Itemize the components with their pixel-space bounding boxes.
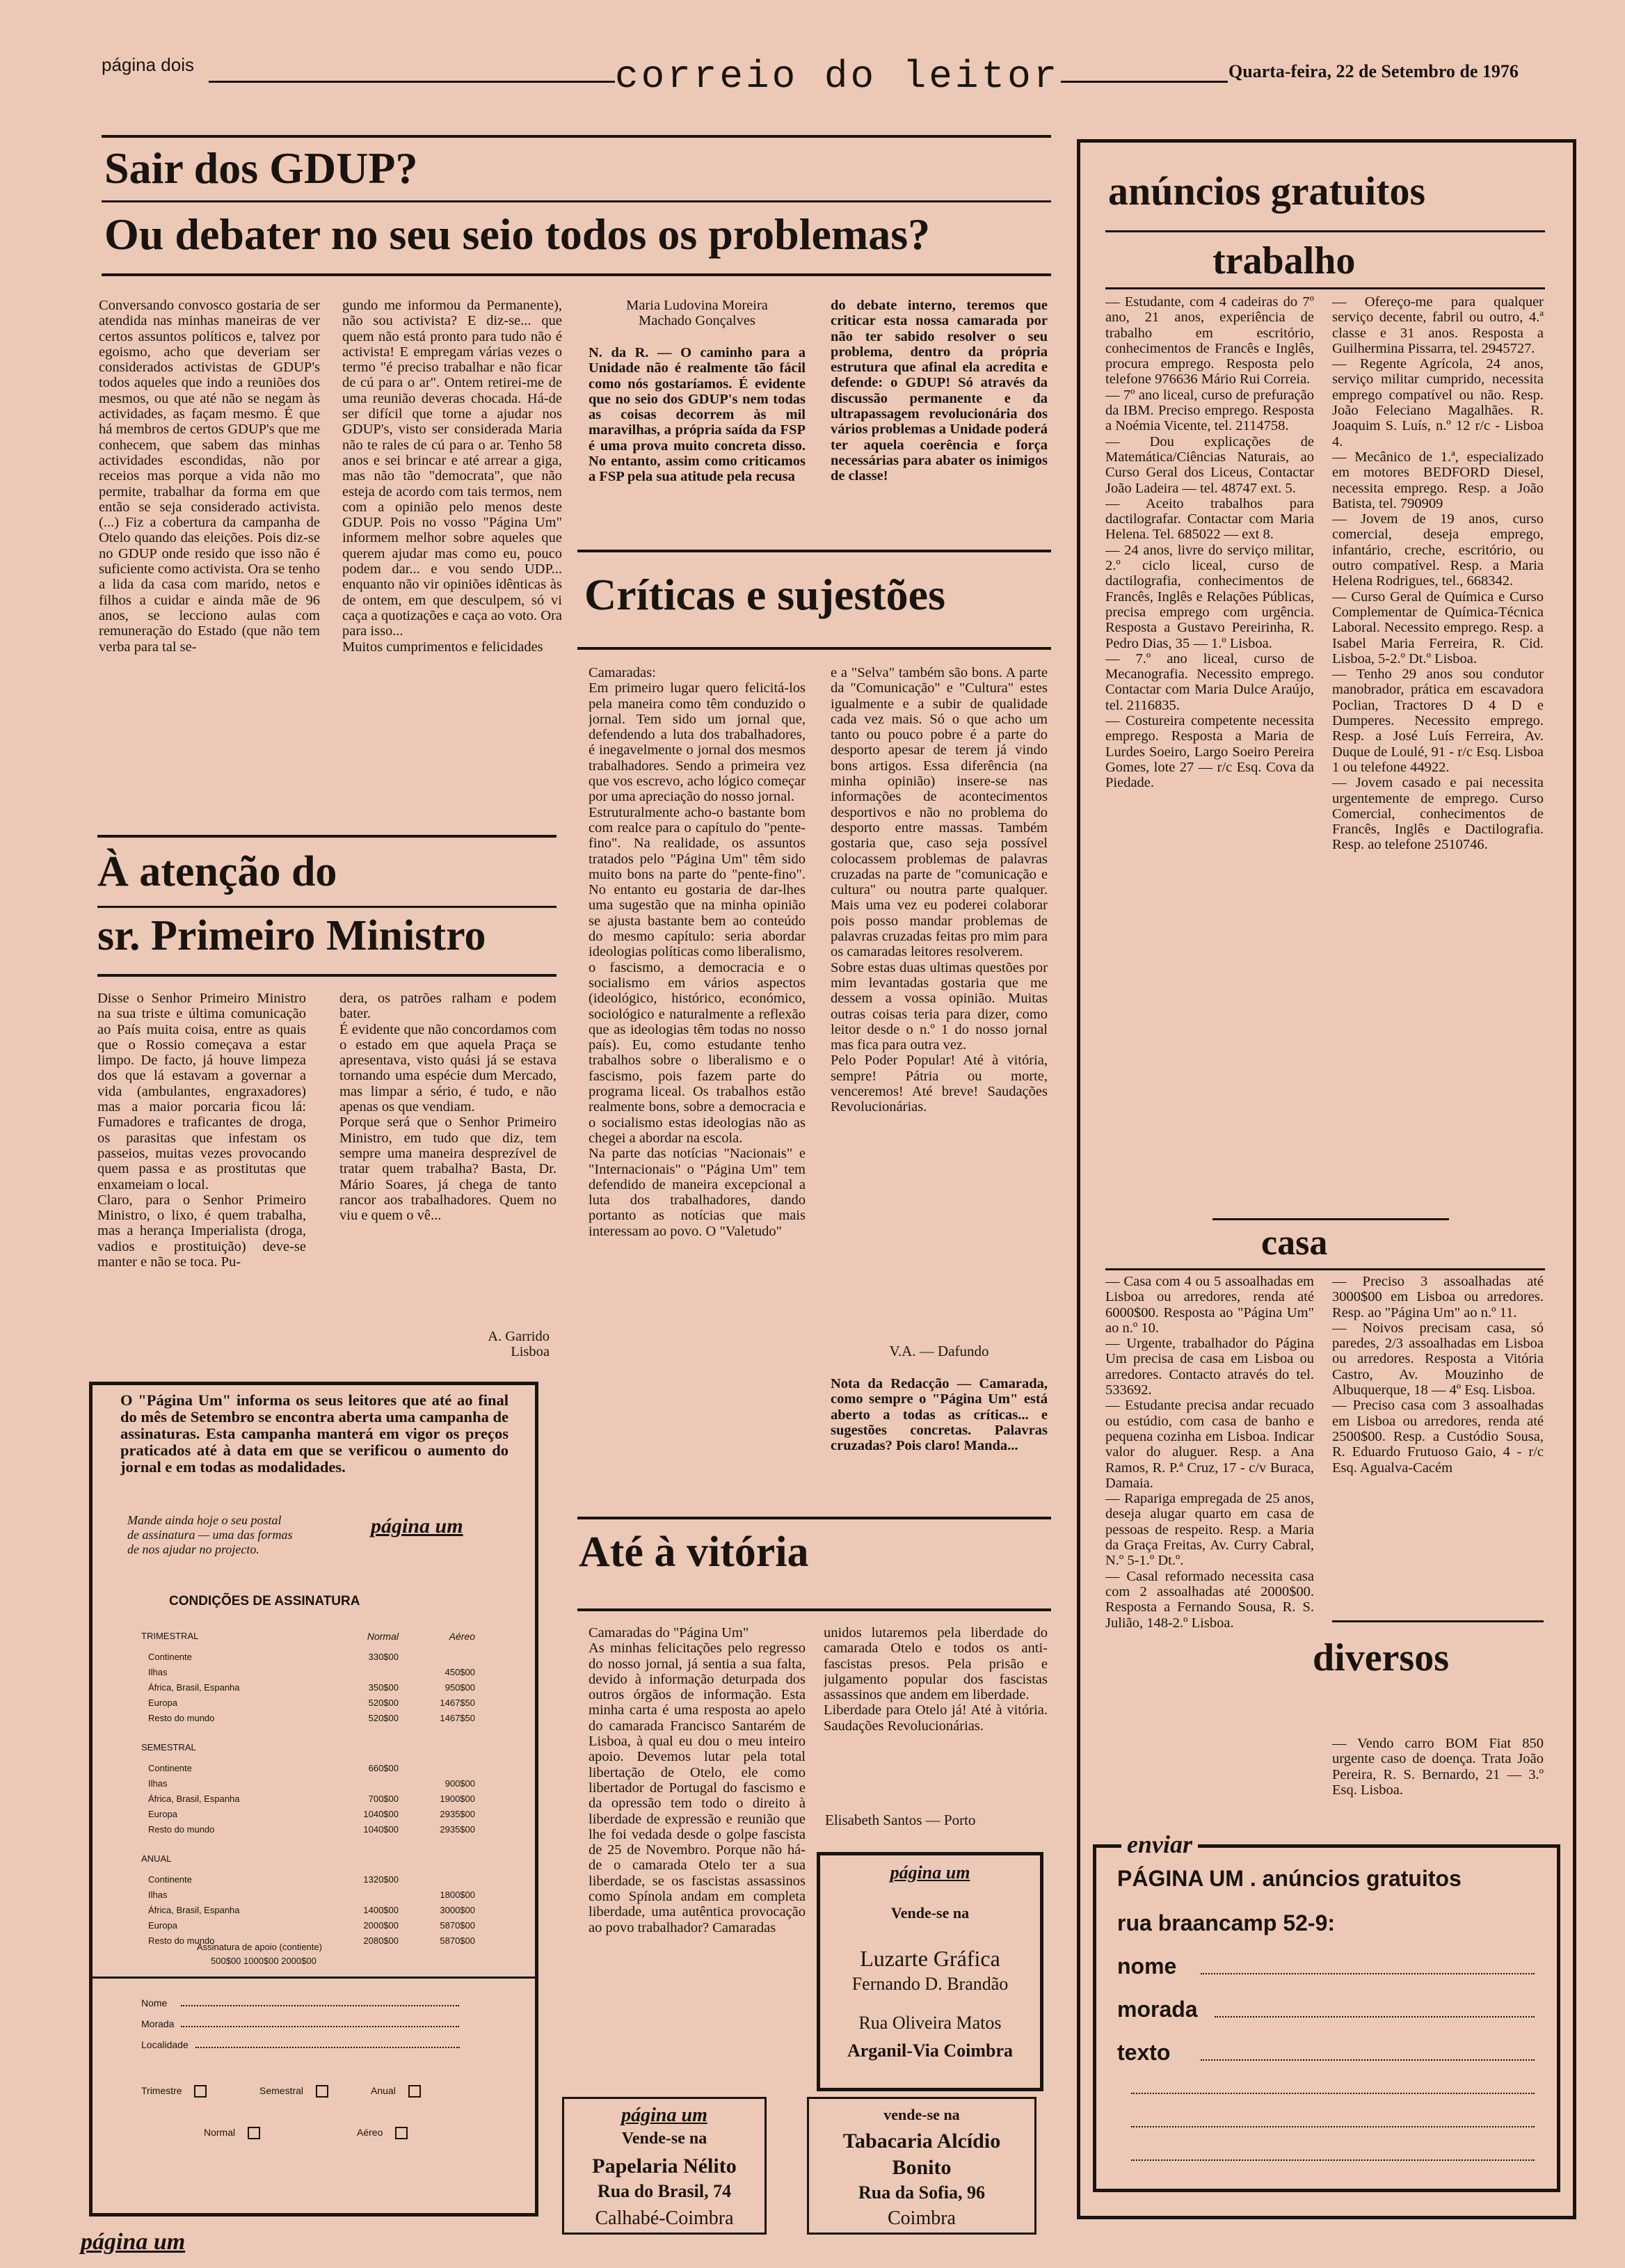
classifieds-box [1077, 139, 1576, 2219]
price-normal: 2080$00 [363, 1935, 399, 1946]
price-period-name: SEMESTRAL [141, 1742, 196, 1752]
price-row [141, 1807, 489, 1822]
sale-intro: Vende-se na [890, 1904, 970, 1922]
price-aereo: 1467$50 [440, 1698, 475, 1708]
criticas-text-col1: Camaradas: Em primeiro lugar quero felicitá-los pela maneira como têm conduzido o jornal. Tem sido um jornal que, defendendo a luta dos trabalhadores, é inegavelmente o jornal dos mesmos trabalhadores. Sendo a primeira vez que vos escrevo, acho lógico começar por uma apreciação do nosso jornal. Estruturalmente acho-o bastante bom com realce para o capítulo do "pente-fino". Na realidade, os assuntos tratados pelo "Página Um" têm sido muito bons na parte do "pente-fino". No entanto eu gostaria de dar-lhes uma sugestão que na minha opinião se ajusta bastante bem ao conteúdo do mesmo capítulo: seria abordar ideologias políticas como liberalismo, o fascismo, a democracia e o socialismo em vários aspectos (ideológico, histórico, económico, sociológico e naturalmente a reflexão que as ideologias têm todas no nosso país). Eu, como estudante tenho trabalhos sobre o liberalismo e o fascismo, pois fazem parte do programa liceal. Os trabalhos estão realmente bons, sobre a democracia e o socialismo estas ideologias não as chegei a abordar na escola. Na parte das notícias "Nacionais" e "Internacionais" o "Página Um" tem defendido de maneira excepcional a luta dos trabalhadores, dando portanto as notícias que mais interessam ao povo. O "Valetudo" [589, 665, 806, 1239]
send-texto-field-2[interactable] [1131, 2093, 1535, 2094]
classifieds-rule [1105, 230, 1545, 232]
criticas-editor-reply: Nota da Redacção — Camarada, como sempre o "Página Um" está aberto a todas as críticas... e sugestões concretas. Palavras cruzadas? Pois claro! Manda... [831, 1376, 1048, 1454]
ministro-text-col1: Disse o Senhor Primeiro Ministro na sua triste e última comunicação ao País muita coisa, entre as quais que o Rossio começava a estar limpo. De facto, já houve limpeza dos que lá estavam a governar a vida (ambulantes, engraxadores) mas a maior porcaria ficou lá: Fumadores e traficantes de droga, os parasitas que infestam os passeios, muitas vezes provocando quem passa e as prostitutas que enxameiam o local. Claro, para o Senhor Primeiro Ministro, o lixo, é quem trabalha, mas a herança Imperialista (droga, vadios e prostituição) deve-se manter e não se toca. Pu- [97, 991, 306, 1270]
send-nome-label: nome [1117, 1954, 1177, 1979]
price-normal [322, 1776, 399, 1791]
vitoria-title-rule [577, 1608, 1051, 1611]
ministro-top-rule [97, 835, 557, 838]
price-row [141, 1918, 489, 1933]
price-row [141, 1711, 489, 1726]
classifieds-title: anúncios gratuitos [1108, 168, 1426, 214]
sale-street: Rua Oliveira Matos [858, 2013, 1002, 2033]
price-region: Europa [148, 1920, 177, 1931]
vitoria-text-col2: unidos lutaremos pela liberdade do camarada Otelo e todos os anti-fascistas presos. Pela prisão e julgamento popular dos fascistas assassinos que andem em liberdade. Liberdade para Otelo já! Até à vitória. Saudações Revolucionárias. [824, 1625, 1048, 1734]
price-aereo: 3000$00 [440, 1905, 475, 1915]
send-morada-label: morada [1117, 1997, 1198, 2022]
price-row [141, 1680, 489, 1695]
casa-title-rule [1105, 1268, 1545, 1270]
header-rule-left [209, 81, 615, 83]
subscription-note: Mande ainda hoje o seu postal de assinatura — uma das formas de nos ajudar no projecto. [127, 1513, 293, 1556]
price-normal: 1320$00 [363, 1874, 399, 1885]
vitoria-top-rule [577, 1517, 1051, 1519]
gdup-editor-reply-cont: do debate interno, teremos que criticar esta nossa camarada por não ter sabido resolver o seu problema, dentro da própria estrutura que afinal ela acredita e defende: o GDUP! Só através da discussão permanente e da ultrapassagem revolucionária dos vários problemas a Unidade poderá ter aquela coerência e força necessárias para abater os inimigos de classe! [831, 298, 1048, 484]
sale-box-alcidio [807, 2097, 1036, 2235]
col-normal: Normal [367, 1631, 399, 1642]
price-normal [322, 1665, 399, 1680]
trabalho-col1: — Estudante, com 4 cadeiras do 7º ano, 21 anos, experiência de trabalho em escritório, conhecimentos de Francês e Inglês, procura emprego. Resposta pelo telefone 976636 Mário Rui Correia. — 7º ano liceal, curso de prefuração da IBM. Preciso emprego. Resposta a Noémia Vicente, tel. 2114758. — Dou explicações de Matemática/Ciências Naturais, ao Curso Geral dos Liceus, Contactar João Ladeira — tel. 48747 ext. 5. — Aceito trabalhos para dactilografar. Contactar com Maria Helena. Tel. 685022 — ext 8. — 24 anos, livre do serviço militar, 2.º ciclo liceal, curso de dactilografia, conhecimentos de Francês, Inglês e Relações Públicas, precisa emprego com urgência. Resposta a Gustavo Pereirinha, R. Pedro Dias, 35 — 1.º Lisboa. — 7.º ano liceal, curso de Mecanografia. Necessito emprego. Contactar com Maria Dulce Araújo, tel. 2116835. — Costureira competente necessita emprego. Resposta a Maria de Lurdes Soeiro, Largo Soeiro Pereira Gomes, lote 27 — r/c Esq. Cova da Piedade. [1105, 294, 1314, 791]
sale-box-nelito [562, 2097, 767, 2235]
price-row [141, 1695, 489, 1711]
sale-store: Tabacaria Alcídio [842, 2130, 1001, 2153]
price-region: Ilhas [148, 1778, 168, 1789]
subscription-box [89, 1382, 538, 2217]
price-normal: 520$00 [368, 1713, 399, 1723]
aereo-checkbox[interactable] [395, 2127, 408, 2139]
nome-field[interactable] [181, 2005, 459, 2006]
gdup-subtitle: Ou debater no seu seio todos os problemas? [104, 209, 931, 259]
form-localidade: Localidade [141, 2039, 489, 2050]
price-normal: 700$00 [368, 1794, 399, 1804]
price-aereo: 450$00 [445, 1667, 475, 1677]
price-row [141, 1822, 489, 1837]
price-aereo: 2935$00 [440, 1809, 475, 1819]
price-region: Resto do mundo [148, 1824, 215, 1835]
gdup-subtitle-rule [102, 273, 1051, 276]
form-divider [93, 1976, 535, 1979]
sale-box-luzarte [817, 1852, 1043, 2091]
form-morada: Morada [141, 2018, 489, 2029]
send-morada-field[interactable] [1215, 2016, 1535, 2018]
gdup-text-col2: gundo me informou da Permanente), não sou activista? E diz-se... que quem não está pronto para tudo não é activista! E empregam várias vezes o termo "é preciso trabalhar e não ficar de cú para o ar". Ontem retirei-me de uma reunião deveras chocada. Há-de ser difícil que torne a ajudar nos GDUP's, visto ser considerada Maria não te rales de cú para o ar. Tenho 58 anos e sei brincar e até arrear a giga, mas não tão "democrata", que não esteja de acordo com tais termos, nem com a opinião pelo menos deste GDUP. Pois no vosso "Página Um" informem melhor sobre aqueles que querem ajudar mas como eu, pouco podem dar... e vou sendo UDP... enquanto não vir opiniões idênticas às de ontem, em que desculpem, só vi caça a quotizações e caça ao voto. Ora para isso... Muitos cumprimentos e felicidades [342, 298, 562, 655]
criticas-title: Críticas e sujestões [584, 570, 945, 619]
price-aereo: 1800$00 [440, 1890, 475, 1900]
page-number: página dois [102, 54, 194, 75]
opt-trimestre[interactable]: Trimestre [141, 2085, 207, 2098]
sale-city: Coimbra [888, 2207, 956, 2229]
price-region: Resto do mundo [148, 1935, 215, 1946]
morada-field[interactable] [181, 2026, 459, 2027]
conditions-title: CONDIÇÕES DE ASSINATURA [169, 1594, 360, 1608]
sale-city: Calhabé-Coimbra [595, 2207, 734, 2229]
price-row [141, 1761, 489, 1776]
price-aereo: 5870$00 [440, 1920, 475, 1931]
price-normal: 330$00 [368, 1652, 399, 1662]
price-period-name: ANUAL [141, 1853, 172, 1864]
sale-store: Luzarte Gráfica [860, 1946, 1000, 1971]
opt-anual[interactable]: Anual [371, 2085, 421, 2098]
price-region: Europa [148, 1698, 177, 1708]
price-region: Ilhas [148, 1667, 168, 1677]
price-row [141, 1887, 489, 1903]
price-aereo: 900$00 [445, 1778, 475, 1789]
issue-date: Quarta-feira, 22 de Setembro de 1976 [1228, 61, 1519, 81]
semestral-checkbox[interactable] [316, 2085, 328, 2098]
vitoria-title: Até à vitória [579, 1528, 809, 1576]
price-normal: 660$00 [368, 1763, 399, 1773]
send-line1: PÁGINA UM . anúncios gratuitos [1117, 1866, 1462, 1891]
price-row [141, 1872, 489, 1887]
ministro-title: À atenção do [97, 848, 337, 895]
vitoria-text-col1: Camaradas do "Página Um" As minhas felicitações pelo regresso do nosso jornal, já sentia a sua falta, devido à informação deturpada dos outros órgãos de informação. Esta minha carta é uma resposta ao apelo do camarada Francisco Santarém de Lisboa, à qual eu dou o meu inteiro apoio. Devemos lutar pela total libertação de Otelo, ele como libertador de Portugal do fascismo e da opressão tem todo o direito à liberdade de expressão e reunião que lhe foi vedada desde o golpe fascista de 25 de Novembro. Porque não há-de o camarada Otelo ter a sua liberdade, se os fascistas assassinos como Spínola andam em completa liberdade, uma autêntica provocação ao povo trabalhador? Camaradas [589, 1625, 806, 1935]
diversos-text: — Vendo carro BOM Fiat 850 urgente caso de doença. Trata João Pereira, R. S. Bernardo, 21 — 3.º Esq. Lisboa. [1332, 1736, 1544, 1798]
sale-city: Arganil-Via Coimbra [847, 2041, 1014, 2061]
price-row [141, 1776, 489, 1791]
price-aereo: 1467$50 [440, 1713, 475, 1723]
send-texto-label: texto [1117, 2040, 1171, 2065]
price-normal [322, 1887, 399, 1903]
price-row [141, 1903, 489, 1918]
casa-title: casa [1261, 1223, 1328, 1263]
price-period-heading [141, 1740, 489, 1755]
send-form [1093, 1830, 1560, 2192]
price-row [141, 1791, 489, 1807]
gdup-title-rule [102, 200, 1051, 202]
pagina-um-logo: página um [371, 1515, 463, 1538]
price-aereo: 950$00 [445, 1682, 475, 1693]
diversos-rule [1332, 1620, 1544, 1622]
sale-street: Rua da Sofia, 96 [858, 2182, 986, 2203]
casa-col2: — Preciso 3 assoalhadas até 3000$00 em Lisboa ou arredores. Resp. ao "Página Um" ao n.º 11. — Noivos precisam casa, só paredes, 2/3 assoalhadas em Lisboa ou arredores. Resposta a Vitória Castro, Av. Mouzinho de Albuquerque, 18 — 4º Esq. Lisboa. — Preciso casa com 3 assoalhadas em Lisboa ou arredores, renda até 2500$00. Resp. a Custódio Sousa, R. Eduardo Frutuoso Gaio, 4 - r/c Esq. Agualva-Cacém [1332, 1274, 1544, 1476]
send-title: enviar [1121, 1830, 1198, 1859]
criticas-top-rule [577, 550, 1051, 552]
price-aereo: 2935$00 [440, 1824, 475, 1835]
price-region: Continente [148, 1763, 192, 1773]
top-rule [102, 135, 1051, 138]
opt-normal[interactable]: Normal [204, 2127, 260, 2139]
trimestre-checkbox[interactable] [194, 2085, 207, 2098]
price-normal: 1040$00 [363, 1824, 399, 1835]
anual-checkbox[interactable] [408, 2085, 421, 2098]
casa-rule [1212, 1218, 1449, 1220]
price-region: África, Brasil, Espanha [148, 1682, 240, 1693]
form-nome: Nome [141, 1997, 489, 2009]
sale-store-cont: Bonito [892, 2156, 952, 2179]
gdup-title: Sair dos GDUP? [104, 143, 418, 193]
price-aereo [399, 1650, 475, 1665]
ministro-text-col2: dera, os patrões ralham e podem bater. É evidente que não concordamos com o estado em que aquela Praça se apresentava, visto quási já se estava tornando uma espécie dum Mercado, mas limpar a sério, é tudo, e não apenas os que vendiam. Porque será que o Senhor Primeiro Ministro, em tudo que diz, tem sempre uma maneira desprezível de tratar quem trabalha? Basta, Dr. Mário Soares, já chega de tanto rancor aos trabalhadores. Quem no viu e quem o vê... [339, 991, 557, 1224]
casa-col1: — Casa com 4 ou 5 assoalhadas em Lisboa ou arredores, renda até 6000$00. Resposta ao "Página Um" ao n.º 10. — Urgente, trabalhador do Página Um precisa de casa em Lisboa ou arredores. Contacto através do tel. 533692. — Estudante precisa andar recuado ou estúdio, com casa de banho e pequena cozinha em Lisboa. Indicar valor do aluguer. Resp. a Ana Ramos, R. P.ª Cruz, 17 - c/v Buraca, Damaia. — Rapariga empregada de 25 anos, deseja alugar quarto em casa de pessoas de respeito. Resp. a Maria da Graça Freitas, Av. Curry Cabral, N.º 5-1.º Dt.º. — Casal reformado necessita casa com 2 assoalhadas até 2000$00. Resposta a Fernando Sousa, R. S. Julião, 148-2.º Lisboa. [1105, 1274, 1314, 1631]
apoio-label: Assinatura de apoio (contiente) [197, 1942, 322, 1952]
price-normal: 2000$00 [363, 1920, 399, 1931]
price-normal: 350$00 [368, 1682, 399, 1693]
criticas-title-rule [577, 647, 1051, 650]
price-region: África, Brasil, Espanha [148, 1794, 240, 1804]
sale-owner: Fernando D. Brandão [851, 1974, 1009, 1994]
ministro-signature: A. Garrido Lisboa [488, 1329, 550, 1360]
price-normal: 520$00 [368, 1698, 399, 1708]
price-aereo [399, 1872, 475, 1887]
price-period-heading [141, 1851, 489, 1867]
opt-aereo[interactable]: Aéreo [357, 2127, 408, 2139]
send-texto-field-4[interactable] [1131, 2159, 1535, 2161]
price-region: Continente [148, 1652, 192, 1662]
sale-store: Papelaria Nélito [592, 2155, 737, 2178]
send-line2: rua braancamp 52-9: [1117, 1910, 1336, 1935]
footer-logo: página um [81, 2229, 186, 2255]
price-row [141, 1665, 489, 1680]
normal-checkbox[interactable] [248, 2127, 260, 2139]
diversos-title: diversos [1313, 1636, 1449, 1679]
price-row [141, 1650, 489, 1665]
price-region: África, Brasil, Espanha [148, 1905, 240, 1915]
price-table [141, 1629, 489, 1949]
send-texto-field-3[interactable] [1131, 2126, 1535, 2127]
price-region: Ilhas [148, 1890, 168, 1900]
gdup-editor-reply: N. da R. — O caminho para a Unidade não é realmente tão fácil como nós gostaríamos. É evidente que no seio dos GDUP's nem todas as coisas decorrem às mil maravilhas, a própria saída da FSP é uma prova muito concreta disso. No entanto, assim como criticamos a FSP pela sua atitude pela recusa [589, 345, 806, 485]
subscription-announcement: O "Página Um" informa os seus leitores que até ao final do mês de Setembro se encontra aberta uma campanha de assinaturas. Esta campanha manterá em vigor os preços praticados até à data em que se verificou o aumento do jornal e em todas as modalidades. [120, 1391, 509, 1476]
send-texto-field-1[interactable] [1201, 2059, 1535, 2061]
opt-semestral[interactable]: Semestral [259, 2085, 328, 2098]
ministro-subtitle: sr. Primeiro Ministro [97, 912, 486, 959]
send-nome-field[interactable] [1201, 1973, 1535, 1974]
col-aereo: Aéreo [449, 1631, 475, 1642]
gdup-text-col1: Conversando convosco gostaria de ser atendida nas minhas maneiras de ver certos assuntos políticos e, talvez por egoismo, acho que deveriam ser considerados activistas de GDUP's todos aqueles que indo a reuniões dos mesmos, ou que até não se negam às actividades, as façam mesmo. É que há membros de certos GDUP's que me conhecem, que sabem das minhas actividades escondidas, não por receios mas porque a vida não mo permite, trabalhar da forma em que então se seja considerado activista. (...) Fiz a cobertura da campanha de Otelo quando das eleições. Pois diz-se no GDUP onde resido que isso não é suficiente como activista. Ora se tenho a lida da casa com marido, netos e filhos a cuidar e ainda mãe de 96 anos, se lecciono aulas com remuneração do Estado (que não tem verba para tal se- [99, 298, 320, 655]
trabalho-rule [1105, 287, 1545, 289]
sale-intro: vende-se na [883, 2106, 960, 2123]
trabalho-col2: — Ofereço-me para qualquer serviço decente, fabril ou outro, 4.ª classe e 31 anos. Resposta a Guilhermina Pissarra, tel. 2945727. — Regente Agrícola, 24 anos, serviço militar cumprido, necessita emprego compatível ou não. Resp. João Feleciano Magalhães. R. Joaquim S. Luís, n.º 12 r/c - Lisboa 4. — Mecânico de 1.ª, especializado em motores BEDFORD Diesel, necessita emprego. Resp. a João Batista, tel. 790909 — Jovem de 19 anos, curso comercial, deseja emprego, infantário, creche, escritório, ou outro compatível. Resp. a Maria Helena Rodrigues, tel., 668342. — Curso Geral de Química e Curso Complementar de Química-Técnica Laboral. Necessito emprego. Resp. a Isabel Maria Ferreira, R. Cid. Lisboa, 5-2.º Dt.º Lisboa. — Tenho 29 anos sou condutor manobrador, prática em escavadora Poclian, Tractores D 4 D e Dumperes. Necessito emprego. Resp. a José Luís Ferreira, Av. Duque de Loulé, 91 - r/c Esq. Lisboa 1 ou telefone 44922. — Jovem casado e pai necessita urgentemente de emprego. Curso Comercial, conhecimentos de Francês, Inglês e Dactilografia. Resp. ao telefone 2510746. [1332, 294, 1544, 853]
trabalho-title: trabalho [1212, 239, 1356, 282]
vitoria-signature: Elisabeth Santos — Porto [825, 1812, 976, 1828]
price-region: Europa [148, 1809, 177, 1819]
price-aereo: 5870$00 [440, 1935, 475, 1946]
gdup-signature: Maria Ludovina Moreira Machado Gonçalves [626, 298, 768, 329]
criticas-signature: V.A. — Dafundo [889, 1343, 989, 1359]
apoio-values: 500$00 1000$00 2000$00 [211, 1956, 317, 1966]
price-region: Resto do mundo [148, 1713, 215, 1723]
sale-intro: Vende-se na [621, 2130, 707, 2148]
price-normal: 1040$00 [363, 1809, 399, 1819]
sale-street: Rua do Brasil, 74 [597, 2181, 732, 2201]
price-normal: 1400$00 [363, 1905, 399, 1915]
ministro-title-rule [97, 906, 557, 908]
price-aereo: 1900$00 [440, 1794, 475, 1804]
section-title: correio do leitor [615, 54, 1060, 99]
ministro-subtitle-rule [97, 974, 557, 977]
sale-logo: página um [890, 1862, 970, 1883]
price-aereo [399, 1761, 475, 1776]
criticas-text-col2: e a "Selva" também são bons. A parte da "Comunicação" e "Cultura" estes igualmente e a subir de qualidade cada vez mais. Só o que acho um tanto ou pouco pobre é a parte do desporto apesar de terem já vindo bons artigos. Essa diferência (na minha opinião) insere-se nas informações de acontecimentos desportivos e não no problema do desporto entre massas. Também gostaria que, caso seja possível colocassem problemas de palavras cruzadas na parte de "comunicação e cultura" ou noutra parte qualquer. Mais uma vez eu poderei colaborar pois posso mandar problemas de palavras cruzadas feitas pro mim para os camaradas leitores resolverem. Sobre estas duas ultimas questões por mim levantadas gostaria que me dessem a vossa opinião. Muitas outras coisas teria para dizer, como leitor desde o n.º 1 do nosso jornal mas fica para outra vez. Pelo Poder Popular! Até à vitória, sempre! Pátria ou morte, venceremos! Até breve! Saudações Revolucionárias. [831, 665, 1048, 1115]
price-period-name: TRIMESTRAL [141, 1631, 199, 1641]
sale-logo: página um [621, 2105, 707, 2126]
header-rule-right [1061, 81, 1228, 83]
price-region: Continente [148, 1874, 192, 1885]
localidade-field[interactable] [195, 2047, 460, 2048]
